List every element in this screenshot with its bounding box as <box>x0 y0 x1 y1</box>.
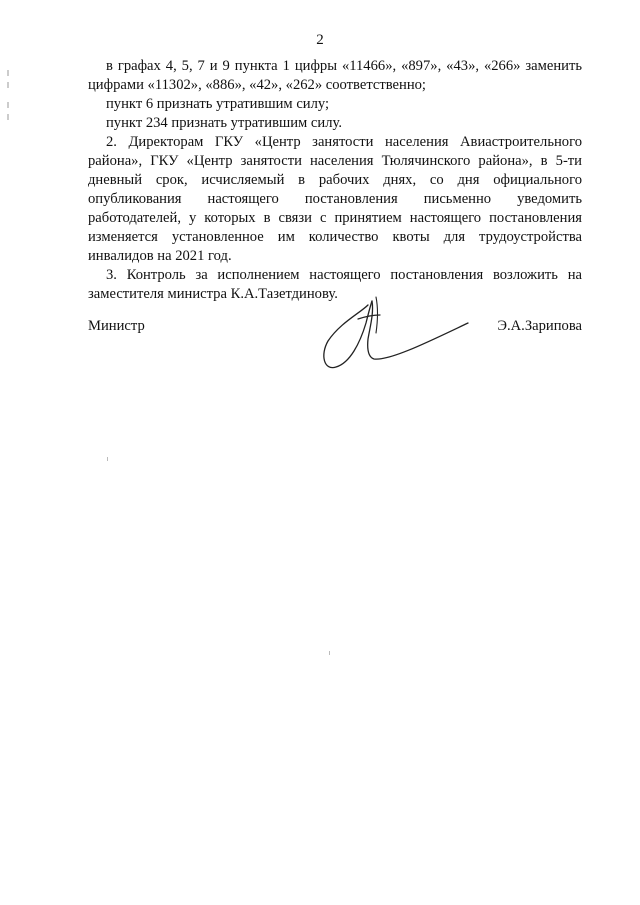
scan-artifact <box>107 457 108 461</box>
signer-title: Министр <box>88 318 145 334</box>
signer-name: Э.А.Зарипова <box>497 318 582 334</box>
margin-marks <box>6 70 10 130</box>
paragraph-control: 3. Контроль за исполнением настоящего постановления возложить на заместителя министра К.А.Тазетдинову. <box>88 267 582 302</box>
document-body <box>88 57 582 304</box>
paragraph-item-6: пункт 6 признать утратившим силу; <box>106 96 330 112</box>
handwritten-signature <box>320 293 470 373</box>
paragraph-directors: 2. Директорам ГКУ «Центр занятости населения Авиастроительного района», ГКУ «Центр занятости населения Тюлячинского района», в 5-ти дневный срок, исчисляемый в рабочих днях, со дня официального опубликования настоящего постановления письменно уведомить работодателей, у которых в связи с принятием настоящего постановления изменяется установленное им количество квоты для трудоустройства инвалидов на 2021 год. <box>88 134 582 264</box>
scan-artifact <box>329 651 330 655</box>
page-number: 2 <box>316 32 324 48</box>
paragraph-amendment: в графах 4, 5, 7 и 9 пункта 1 цифры «11466», «897», «43», «266» заменить цифрами «11302», «886», «42», «262» соответственно; <box>88 58 582 93</box>
paragraph-item-234: пункт 234 признать утратившим силу. <box>106 115 342 131</box>
